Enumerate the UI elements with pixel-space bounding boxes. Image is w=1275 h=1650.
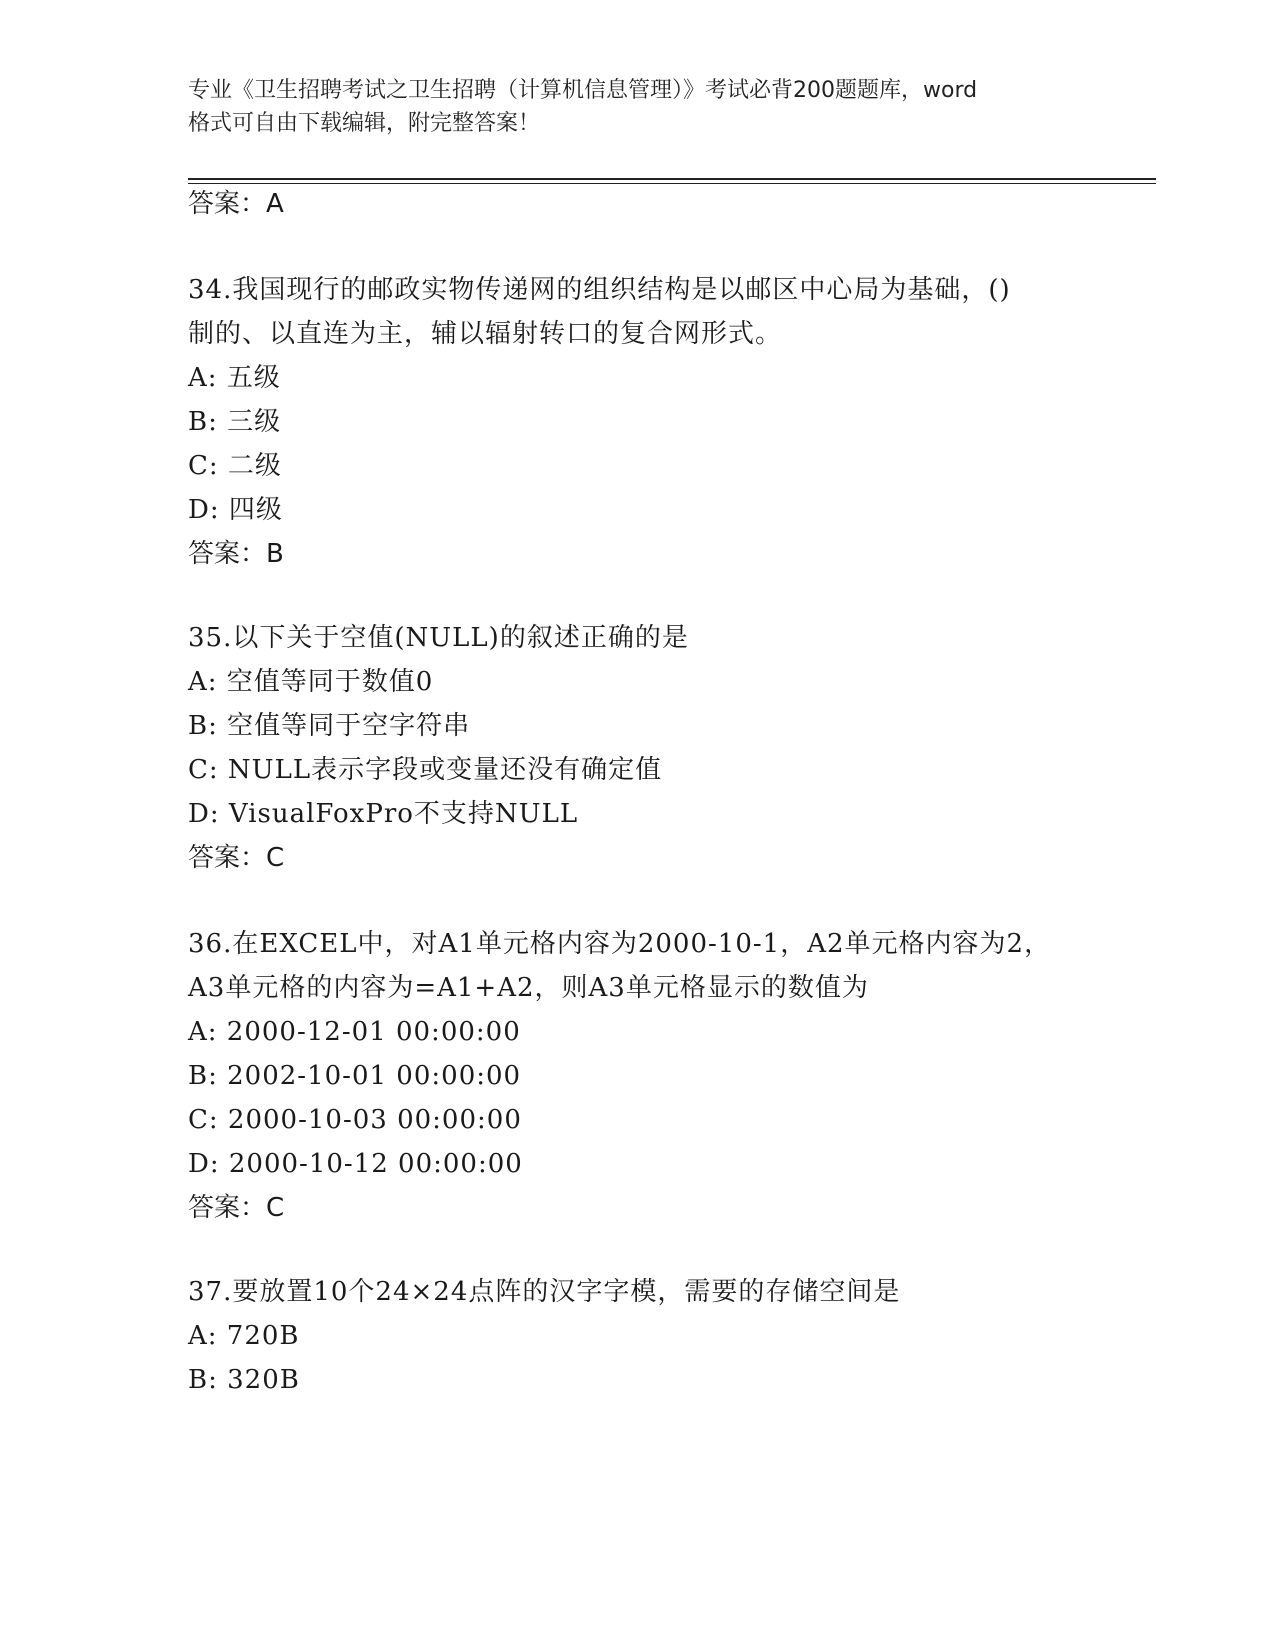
option-a: A: 2000-12-01 00:00:00 bbox=[188, 1017, 521, 1047]
question-stem-line: 34.我国现行的邮政实物传递网的组织结构是以邮区中心局为基础，() bbox=[188, 275, 1011, 305]
answer: 答案：C bbox=[188, 843, 285, 873]
header-divider-thin bbox=[188, 183, 1156, 184]
question-stem-line: 35.以下关于空值(NULL)的叙述正确的是 bbox=[188, 623, 689, 653]
option-d: D: 2000-10-12 00:00:00 bbox=[188, 1149, 523, 1179]
answer: 答案：C bbox=[188, 1193, 285, 1223]
question-stem-line: 制的、以直连为主，辅以辐射转口的复合网形式。 bbox=[188, 319, 783, 349]
option-a: A: 空值等同于数值0 bbox=[188, 667, 434, 697]
previous-answer: 答案：A bbox=[188, 189, 284, 219]
option-c: C: 2000-10-03 00:00:00 bbox=[188, 1105, 522, 1135]
option-d: D: VisualFoxPro不支持NULL bbox=[188, 799, 579, 829]
answer: 答案：B bbox=[188, 539, 284, 569]
header-line-1: 专业《卫生招聘考试之卫生招聘（计算机信息管理）》考试必背200题题库，word bbox=[188, 78, 978, 103]
question-stem-line: 36.在EXCEL中，对A1单元格内容为2000-10-1，A2单元格内容为2， bbox=[188, 929, 1052, 959]
question-stem-line: A3单元格的内容为=A1+A2，则A3单元格显示的数值为 bbox=[188, 973, 869, 1003]
header-divider-thick bbox=[188, 178, 1156, 180]
option-a: A: 720B bbox=[188, 1321, 300, 1351]
option-d: D: 四级 bbox=[188, 495, 283, 525]
option-b: B: 空值等同于空字符串 bbox=[188, 711, 471, 741]
page-header bbox=[188, 74, 1098, 140]
option-b: B: 2002-10-01 00:00:00 bbox=[188, 1061, 522, 1091]
option-b: B: 320B bbox=[188, 1365, 300, 1395]
question-stem-line: 37.要放置10个24×24点阵的汉字字模，需要的存储空间是 bbox=[188, 1277, 901, 1307]
header-line-2: 格式可自由下载编辑，附完整答案！ bbox=[188, 111, 541, 136]
option-a: A: 五级 bbox=[188, 363, 281, 393]
option-c: C: NULL表示字段或变量还没有确定值 bbox=[188, 755, 663, 785]
option-c: C: 二级 bbox=[188, 451, 282, 481]
option-b: B: 三级 bbox=[188, 407, 282, 437]
